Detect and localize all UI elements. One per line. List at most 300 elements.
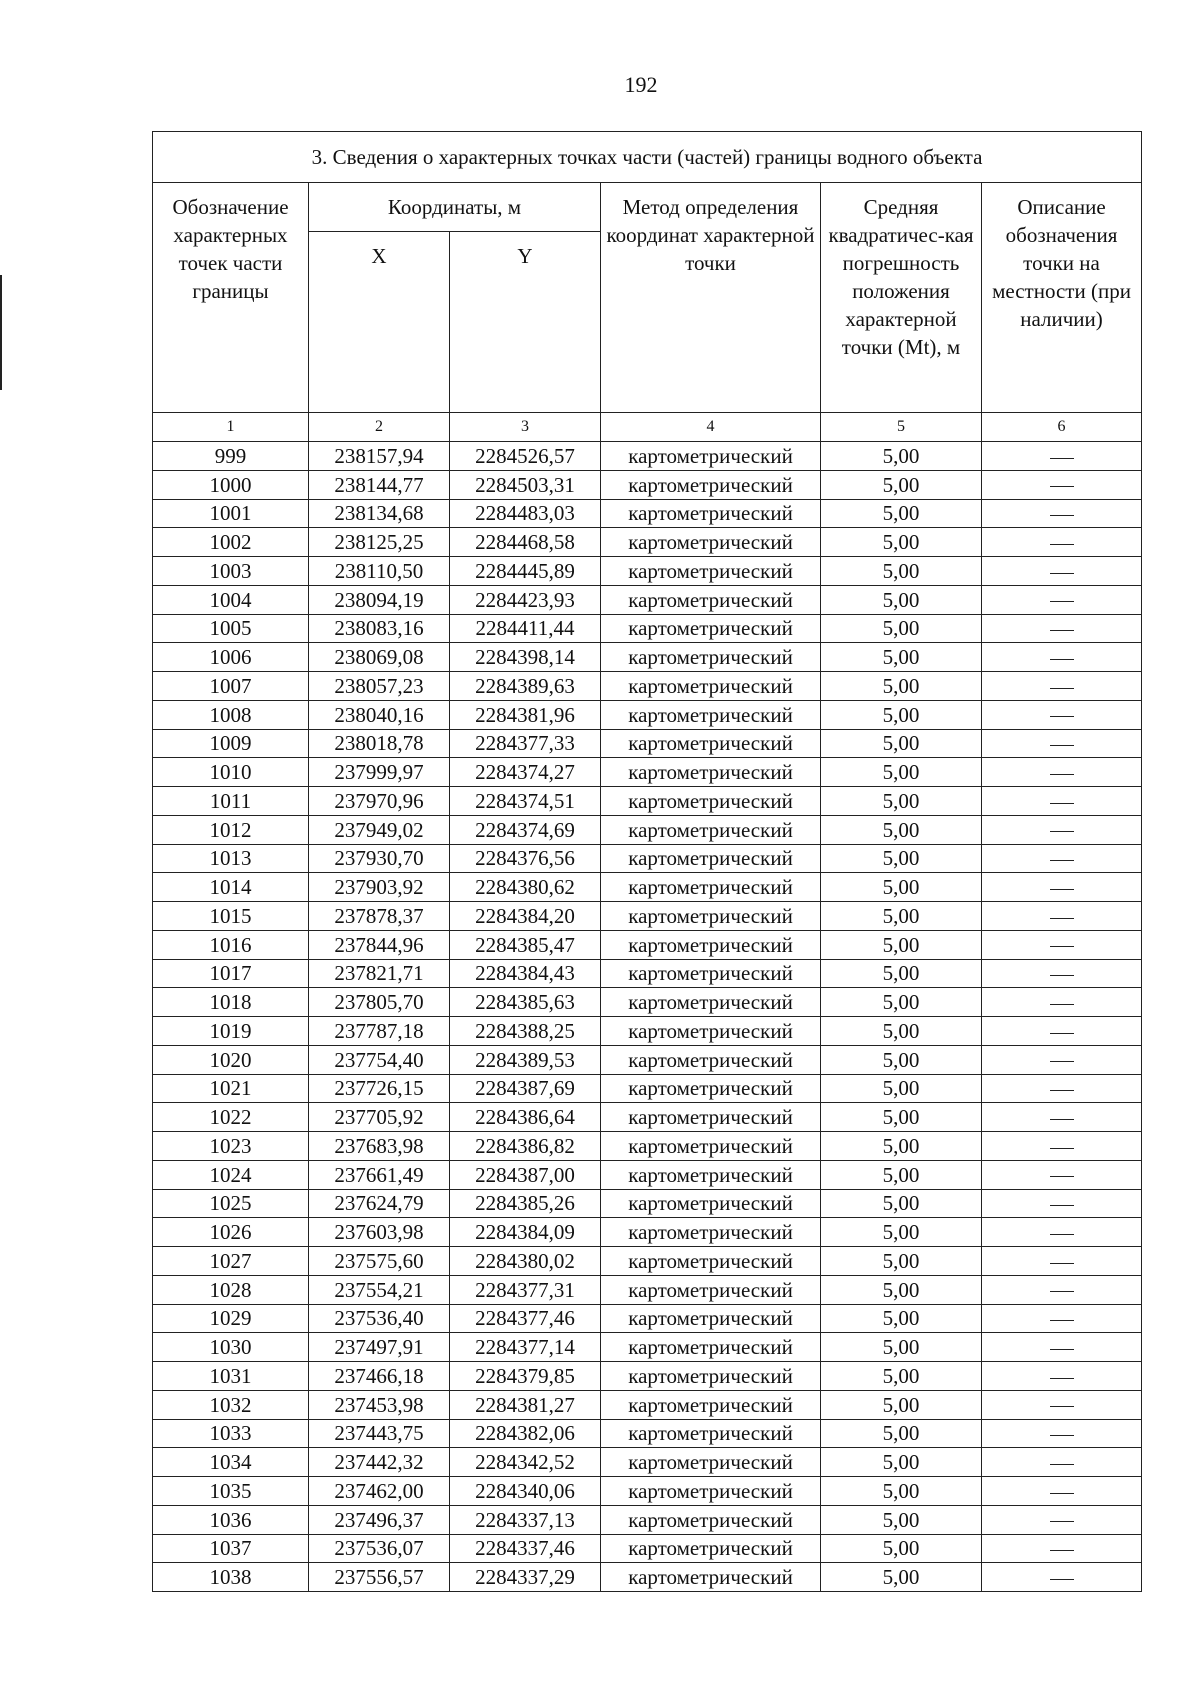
header-x: X	[309, 232, 450, 413]
description-cell	[982, 442, 1142, 471]
header-description: Описание обозначения точки на местности (при наличии)	[982, 183, 1142, 413]
point-id-cell: 1010	[153, 758, 309, 787]
dash-mark	[1050, 515, 1074, 516]
y-coordinate-cell: 2284381,96	[450, 700, 601, 729]
table-row	[153, 1419, 1142, 1448]
x-coordinate-cell: 237754,40	[309, 1045, 450, 1074]
error-cell: 5,00	[821, 643, 982, 672]
description-cell	[982, 1017, 1142, 1046]
dash-mark	[1050, 1004, 1074, 1005]
page-number: 192	[624, 72, 658, 97]
point-id-cell: 1005	[153, 614, 309, 643]
description-cell	[982, 873, 1142, 902]
y-coordinate-cell: 2284377,31	[450, 1275, 601, 1304]
y-coordinate-cell: 2284380,62	[450, 873, 601, 902]
dash-mark	[1050, 486, 1074, 487]
x-coordinate-cell: 237821,71	[309, 959, 450, 988]
y-coordinate-cell: 2284381,27	[450, 1390, 601, 1419]
table-row	[153, 1189, 1142, 1218]
point-id-cell: 1003	[153, 557, 309, 586]
method-cell: картометрический	[601, 528, 821, 557]
description-cell	[982, 1074, 1142, 1103]
dash-mark	[1050, 918, 1074, 919]
dash-mark	[1050, 659, 1074, 660]
error-cell: 5,00	[821, 844, 982, 873]
column-number: 5	[821, 413, 982, 442]
point-id-cell: 1014	[153, 873, 309, 902]
x-coordinate-cell: 237536,40	[309, 1304, 450, 1333]
y-coordinate-cell: 2284384,43	[450, 959, 601, 988]
dash-mark	[1050, 1378, 1074, 1379]
dash-mark	[1050, 1464, 1074, 1465]
x-coordinate-cell: 237949,02	[309, 815, 450, 844]
dash-mark	[1050, 975, 1074, 976]
description-cell	[982, 700, 1142, 729]
error-cell: 5,00	[821, 873, 982, 902]
y-coordinate-cell: 2284386,64	[450, 1103, 601, 1132]
dash-mark	[1050, 716, 1074, 717]
point-id-cell: 1035	[153, 1477, 309, 1506]
table-row	[153, 1448, 1142, 1477]
dash-mark	[1050, 1148, 1074, 1149]
description-cell	[982, 643, 1142, 672]
x-coordinate-cell: 237536,07	[309, 1534, 450, 1563]
method-cell: картометрический	[601, 442, 821, 471]
table-row	[153, 470, 1142, 499]
method-cell: картометрический	[601, 873, 821, 902]
description-cell	[982, 902, 1142, 931]
method-cell: картометрический	[601, 1304, 821, 1333]
dash-mark	[1050, 946, 1074, 947]
method-cell: картометрический	[601, 470, 821, 499]
description-cell	[982, 1362, 1142, 1391]
y-coordinate-cell: 2284389,63	[450, 672, 601, 701]
method-cell: картометрический	[601, 1333, 821, 1362]
table-row	[153, 988, 1142, 1017]
table-row	[153, 528, 1142, 557]
y-coordinate-cell: 2284388,25	[450, 1017, 601, 1046]
x-coordinate-cell: 238110,50	[309, 557, 450, 586]
error-cell: 5,00	[821, 1132, 982, 1161]
error-cell: 5,00	[821, 1390, 982, 1419]
table-row	[153, 1362, 1142, 1391]
method-cell: картометрический	[601, 1074, 821, 1103]
point-id-cell: 1037	[153, 1534, 309, 1563]
x-coordinate-cell: 237497,91	[309, 1333, 450, 1362]
y-coordinate-cell: 2284337,13	[450, 1505, 601, 1534]
method-cell: картометрический	[601, 844, 821, 873]
dash-mark	[1050, 1061, 1074, 1062]
dash-mark	[1050, 774, 1074, 775]
table-row	[153, 1477, 1142, 1506]
x-coordinate-cell: 237556,57	[309, 1563, 450, 1592]
method-cell: картометрический	[601, 1103, 821, 1132]
dash-mark	[1050, 688, 1074, 689]
table-row	[153, 1505, 1142, 1534]
y-coordinate-cell: 2284526,57	[450, 442, 601, 471]
dash-mark	[1050, 1291, 1074, 1292]
y-coordinate-cell: 2284384,20	[450, 902, 601, 931]
table-row	[153, 729, 1142, 758]
point-id-cell: 999	[153, 442, 309, 471]
error-cell: 5,00	[821, 1304, 982, 1333]
x-coordinate-cell: 238040,16	[309, 700, 450, 729]
method-cell: картометрический	[601, 1448, 821, 1477]
description-cell	[982, 1534, 1142, 1563]
description-cell	[982, 959, 1142, 988]
point-id-cell: 1034	[153, 1448, 309, 1477]
y-coordinate-cell: 2284377,46	[450, 1304, 601, 1333]
error-cell: 5,00	[821, 585, 982, 614]
point-id-cell: 1016	[153, 930, 309, 959]
x-coordinate-cell: 237705,92	[309, 1103, 450, 1132]
table-row	[153, 1045, 1142, 1074]
method-cell: картометрический	[601, 1017, 821, 1046]
y-coordinate-cell: 2284411,44	[450, 614, 601, 643]
error-cell: 5,00	[821, 499, 982, 528]
method-cell: картометрический	[601, 1563, 821, 1592]
column-number: 3	[450, 413, 601, 442]
characteristic-points-table	[152, 131, 1142, 1592]
table-row	[153, 585, 1142, 614]
y-coordinate-cell: 2284342,52	[450, 1448, 601, 1477]
y-coordinate-cell: 2284389,53	[450, 1045, 601, 1074]
method-cell: картометрический	[601, 1534, 821, 1563]
method-cell: картометрический	[601, 902, 821, 931]
dash-mark	[1050, 745, 1074, 746]
dash-mark	[1050, 1406, 1074, 1407]
point-id-cell: 1025	[153, 1189, 309, 1218]
point-id-cell: 1001	[153, 499, 309, 528]
error-cell: 5,00	[821, 1247, 982, 1276]
point-id-cell: 1020	[153, 1045, 309, 1074]
point-id-cell: 1027	[153, 1247, 309, 1276]
table-row	[153, 1218, 1142, 1247]
error-cell: 5,00	[821, 1477, 982, 1506]
table-row	[153, 1247, 1142, 1276]
error-cell: 5,00	[821, 470, 982, 499]
dash-mark	[1050, 803, 1074, 804]
description-cell	[982, 672, 1142, 701]
table-row	[153, 442, 1142, 471]
method-cell: картометрический	[601, 1390, 821, 1419]
point-id-cell: 1000	[153, 470, 309, 499]
dash-mark	[1050, 1033, 1074, 1034]
dash-mark	[1050, 1320, 1074, 1321]
y-coordinate-cell: 2284374,69	[450, 815, 601, 844]
description-cell	[982, 1390, 1142, 1419]
header-designation: Обозначение характерных точек части границы	[153, 183, 309, 413]
description-cell	[982, 499, 1142, 528]
x-coordinate-cell: 238069,08	[309, 643, 450, 672]
y-coordinate-cell: 2284379,85	[450, 1362, 601, 1391]
x-coordinate-cell: 237844,96	[309, 930, 450, 959]
method-cell: картометрический	[601, 557, 821, 586]
method-cell: картометрический	[601, 815, 821, 844]
description-cell	[982, 1045, 1142, 1074]
method-cell: картометрический	[601, 672, 821, 701]
point-id-cell: 1024	[153, 1160, 309, 1189]
table-title: 3. Сведения о характерных точках части (частей) границы водного объекта	[153, 132, 1142, 183]
method-cell: картометрический	[601, 1419, 821, 1448]
x-coordinate-cell: 238134,68	[309, 499, 450, 528]
method-cell: картометрический	[601, 614, 821, 643]
x-coordinate-cell: 238157,94	[309, 442, 450, 471]
error-cell: 5,00	[821, 815, 982, 844]
header-method: Метод определения координат характерной точки	[601, 183, 821, 413]
table-row	[153, 1563, 1142, 1592]
table-row	[153, 614, 1142, 643]
point-id-cell: 1032	[153, 1390, 309, 1419]
table-row	[153, 672, 1142, 701]
x-coordinate-cell: 238083,16	[309, 614, 450, 643]
description-cell	[982, 930, 1142, 959]
table-row	[153, 787, 1142, 816]
point-id-cell: 1013	[153, 844, 309, 873]
method-cell: картометрический	[601, 988, 821, 1017]
header-y: Y	[450, 232, 601, 413]
table-row	[153, 700, 1142, 729]
description-cell	[982, 758, 1142, 787]
x-coordinate-cell: 237903,92	[309, 873, 450, 902]
method-cell: картометрический	[601, 643, 821, 672]
y-coordinate-cell: 2284377,33	[450, 729, 601, 758]
dash-mark	[1050, 544, 1074, 545]
column-number: 1	[153, 413, 309, 442]
header-coordinates: Координаты, м	[309, 183, 601, 232]
point-id-cell: 1006	[153, 643, 309, 672]
point-id-cell: 1019	[153, 1017, 309, 1046]
point-id-cell: 1029	[153, 1304, 309, 1333]
table-row	[153, 959, 1142, 988]
table-row	[153, 499, 1142, 528]
description-cell	[982, 1189, 1142, 1218]
x-coordinate-cell: 237453,98	[309, 1390, 450, 1419]
y-coordinate-cell: 2284377,14	[450, 1333, 601, 1362]
method-cell: картометрический	[601, 1477, 821, 1506]
description-cell	[982, 528, 1142, 557]
dash-mark	[1050, 1521, 1074, 1522]
x-coordinate-cell: 238125,25	[309, 528, 450, 557]
x-coordinate-cell: 237624,79	[309, 1189, 450, 1218]
description-cell	[982, 614, 1142, 643]
description-cell	[982, 470, 1142, 499]
error-cell: 5,00	[821, 1218, 982, 1247]
y-coordinate-cell: 2284445,89	[450, 557, 601, 586]
dash-mark	[1050, 1263, 1074, 1264]
dash-mark	[1050, 1119, 1074, 1120]
point-id-cell: 1007	[153, 672, 309, 701]
method-cell: картометрический	[601, 1160, 821, 1189]
description-cell	[982, 1275, 1142, 1304]
method-cell: картометрический	[601, 1132, 821, 1161]
column-number: 2	[309, 413, 450, 442]
dash-mark	[1050, 630, 1074, 631]
table-row	[153, 758, 1142, 787]
point-id-cell: 1008	[153, 700, 309, 729]
x-coordinate-cell: 237787,18	[309, 1017, 450, 1046]
x-coordinate-cell: 238094,19	[309, 585, 450, 614]
error-cell: 5,00	[821, 959, 982, 988]
error-cell: 5,00	[821, 902, 982, 931]
y-coordinate-cell: 2284386,82	[450, 1132, 601, 1161]
point-id-cell: 1015	[153, 902, 309, 931]
description-cell	[982, 1304, 1142, 1333]
description-cell	[982, 844, 1142, 873]
point-id-cell: 1036	[153, 1505, 309, 1534]
y-coordinate-cell: 2284384,09	[450, 1218, 601, 1247]
dash-mark	[1050, 1090, 1074, 1091]
method-cell: картометрический	[601, 959, 821, 988]
method-cell: картометрический	[601, 729, 821, 758]
y-coordinate-cell: 2284385,26	[450, 1189, 601, 1218]
error-cell: 5,00	[821, 1103, 982, 1132]
dash-mark	[1050, 1435, 1074, 1436]
table-row	[153, 902, 1142, 931]
dash-mark	[1050, 1550, 1074, 1551]
error-cell: 5,00	[821, 1362, 982, 1391]
y-coordinate-cell: 2284376,56	[450, 844, 601, 873]
error-cell: 5,00	[821, 988, 982, 1017]
dash-mark	[1050, 860, 1074, 861]
table-row	[153, 1390, 1142, 1419]
method-cell: картометрический	[601, 1189, 821, 1218]
method-cell: картометрический	[601, 1218, 821, 1247]
point-id-cell: 1012	[153, 815, 309, 844]
dash-mark	[1050, 831, 1074, 832]
y-coordinate-cell: 2284385,47	[450, 930, 601, 959]
description-cell	[982, 787, 1142, 816]
y-coordinate-cell: 2284374,27	[450, 758, 601, 787]
x-coordinate-cell: 237462,00	[309, 1477, 450, 1506]
point-id-cell: 1004	[153, 585, 309, 614]
x-coordinate-cell: 238057,23	[309, 672, 450, 701]
x-coordinate-cell: 237442,32	[309, 1448, 450, 1477]
error-cell: 5,00	[821, 729, 982, 758]
x-coordinate-cell: 238144,77	[309, 470, 450, 499]
description-cell	[982, 988, 1142, 1017]
x-coordinate-cell: 238018,78	[309, 729, 450, 758]
table-row	[153, 1304, 1142, 1333]
page-edge-mark	[0, 275, 2, 390]
dash-mark	[1050, 889, 1074, 890]
x-coordinate-cell: 237930,70	[309, 844, 450, 873]
error-cell: 5,00	[821, 528, 982, 557]
error-cell: 5,00	[821, 930, 982, 959]
y-coordinate-cell: 2284398,14	[450, 643, 601, 672]
description-cell	[982, 1247, 1142, 1276]
description-cell	[982, 1160, 1142, 1189]
table-row	[153, 930, 1142, 959]
dash-mark	[1050, 573, 1074, 574]
description-cell	[982, 1218, 1142, 1247]
method-cell: картометрический	[601, 700, 821, 729]
error-cell: 5,00	[821, 1189, 982, 1218]
x-coordinate-cell: 237496,37	[309, 1505, 450, 1534]
description-cell	[982, 1477, 1142, 1506]
x-coordinate-cell: 237661,49	[309, 1160, 450, 1189]
point-id-cell: 1023	[153, 1132, 309, 1161]
table-row	[153, 873, 1142, 902]
x-coordinate-cell: 237575,60	[309, 1247, 450, 1276]
point-id-cell: 1021	[153, 1074, 309, 1103]
x-coordinate-cell: 237999,97	[309, 758, 450, 787]
y-coordinate-cell: 2284374,51	[450, 787, 601, 816]
description-cell	[982, 1563, 1142, 1592]
point-id-cell: 1018	[153, 988, 309, 1017]
method-cell: картометрический	[601, 758, 821, 787]
dash-mark	[1050, 458, 1074, 459]
method-cell: картометрический	[601, 499, 821, 528]
method-cell: картометрический	[601, 1505, 821, 1534]
error-cell: 5,00	[821, 700, 982, 729]
column-number: 6	[982, 413, 1142, 442]
y-coordinate-cell: 2284340,06	[450, 1477, 601, 1506]
error-cell: 5,00	[821, 1275, 982, 1304]
table-row	[153, 1275, 1142, 1304]
x-coordinate-cell: 237970,96	[309, 787, 450, 816]
description-cell	[982, 1505, 1142, 1534]
description-cell	[982, 1333, 1142, 1362]
table-row	[153, 1333, 1142, 1362]
point-id-cell: 1017	[153, 959, 309, 988]
error-cell: 5,00	[821, 1333, 982, 1362]
error-cell: 5,00	[821, 1505, 982, 1534]
table-row	[153, 557, 1142, 586]
y-coordinate-cell: 2284382,06	[450, 1419, 601, 1448]
method-cell: картометрический	[601, 1247, 821, 1276]
table-row	[153, 1017, 1142, 1046]
dash-mark	[1050, 1493, 1074, 1494]
x-coordinate-cell: 237878,37	[309, 902, 450, 931]
point-id-cell: 1011	[153, 787, 309, 816]
y-coordinate-cell: 2284337,46	[450, 1534, 601, 1563]
point-id-cell: 1038	[153, 1563, 309, 1592]
method-cell: картометрический	[601, 1275, 821, 1304]
y-coordinate-cell: 2284387,00	[450, 1160, 601, 1189]
x-coordinate-cell: 237726,15	[309, 1074, 450, 1103]
x-coordinate-cell: 237683,98	[309, 1132, 450, 1161]
method-cell: картометрический	[601, 1045, 821, 1074]
description-cell	[982, 557, 1142, 586]
point-id-cell: 1026	[153, 1218, 309, 1247]
error-cell: 5,00	[821, 1074, 982, 1103]
dash-mark	[1050, 1349, 1074, 1350]
error-cell: 5,00	[821, 1160, 982, 1189]
y-coordinate-cell: 2284337,29	[450, 1563, 601, 1592]
column-number-row	[153, 413, 1142, 442]
header-error: Средняя квадратичес-кая погрешность положения характерной точки (Mt), м	[821, 183, 982, 413]
table-row	[153, 1132, 1142, 1161]
y-coordinate-cell: 2284385,63	[450, 988, 601, 1017]
error-cell: 5,00	[821, 1448, 982, 1477]
y-coordinate-cell: 2284483,03	[450, 499, 601, 528]
point-id-cell: 1028	[153, 1275, 309, 1304]
x-coordinate-cell: 237603,98	[309, 1218, 450, 1247]
error-cell: 5,00	[821, 1017, 982, 1046]
table-row	[153, 844, 1142, 873]
point-id-cell: 1033	[153, 1419, 309, 1448]
point-id-cell: 1009	[153, 729, 309, 758]
y-coordinate-cell: 2284503,31	[450, 470, 601, 499]
method-cell: картометрический	[601, 787, 821, 816]
table-row	[153, 1534, 1142, 1563]
method-cell: картометрический	[601, 1362, 821, 1391]
error-cell: 5,00	[821, 1045, 982, 1074]
error-cell: 5,00	[821, 1419, 982, 1448]
error-cell: 5,00	[821, 442, 982, 471]
y-coordinate-cell: 2284468,58	[450, 528, 601, 557]
